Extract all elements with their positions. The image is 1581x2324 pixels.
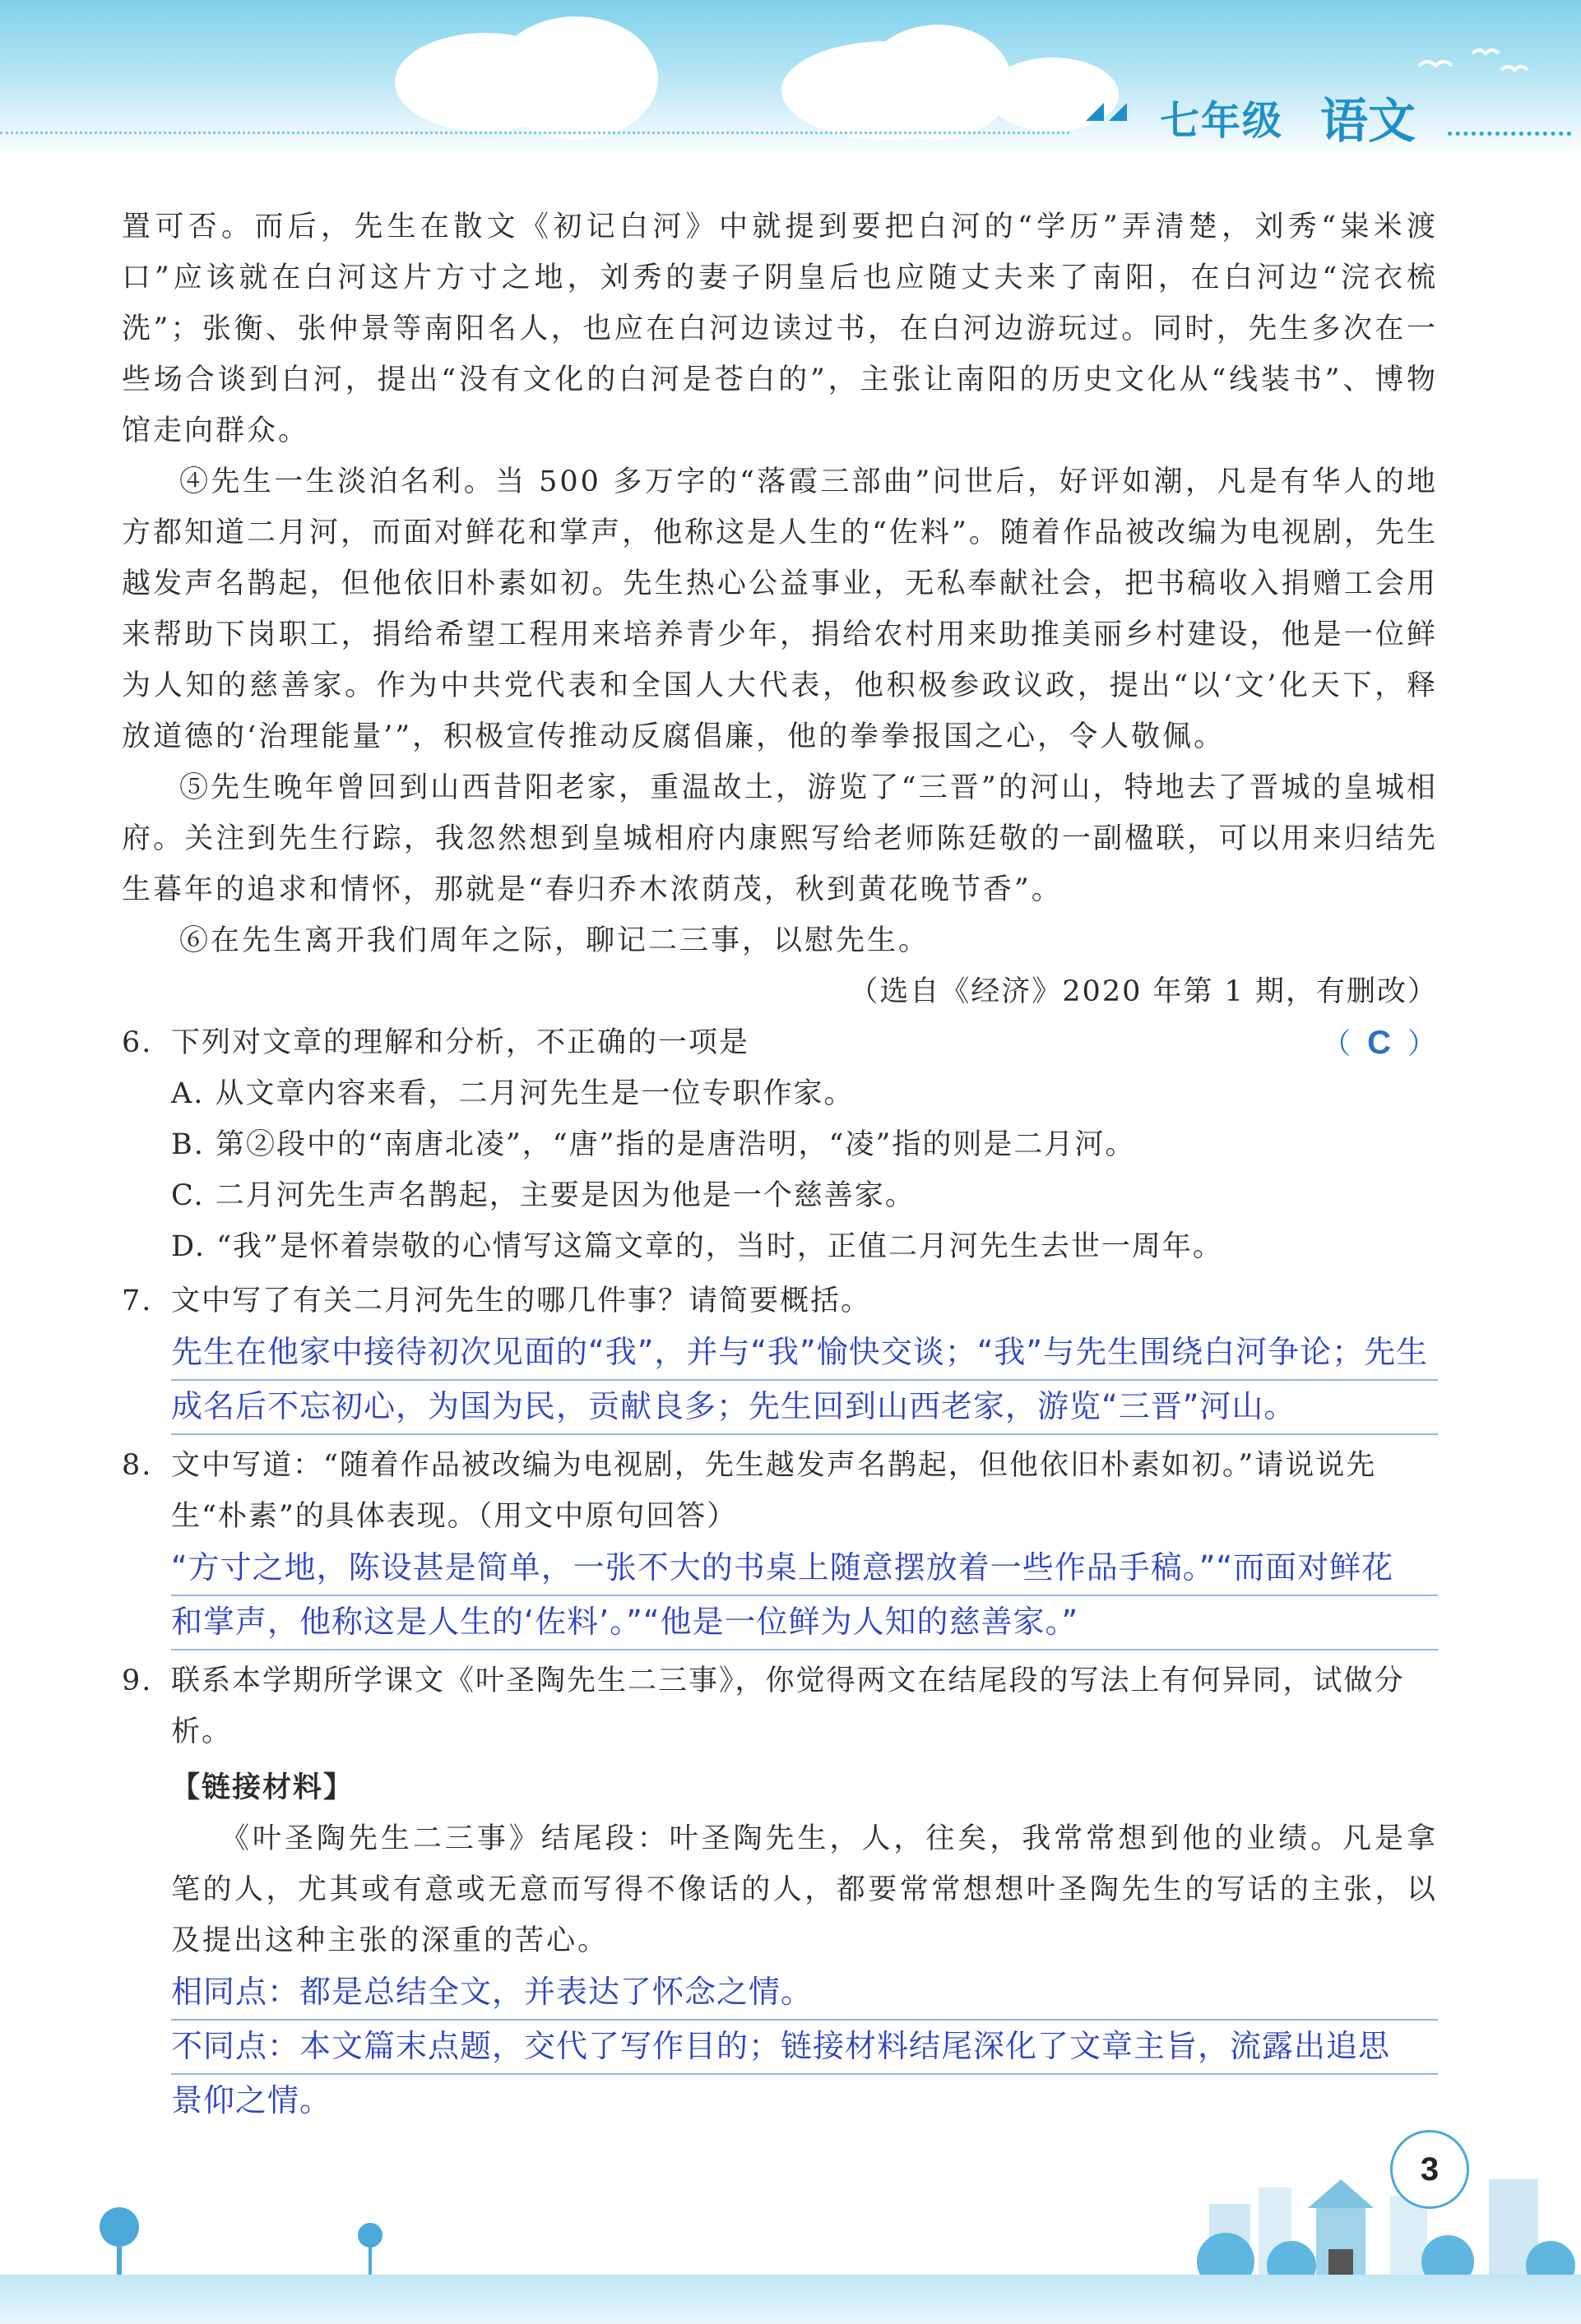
option-a: A. 从文章内容来看，二月河先生是一位专职作家。	[171, 1077, 855, 1110]
birds-icon	[1415, 41, 1530, 82]
cloud-decoration	[494, 16, 658, 140]
handwritten-answer-8	[171, 1542, 1438, 1650]
article-paragraph-4: ④先生一生淡泊名利。当 500 多万字的“落霞三部曲”问世后，好评如潮，凡是有华人的地方都知道二月河，而面对鲜花和掌声，他称这是人生的“佐料”。随着作品被改编为电视剧，先生越发声名鹊起，但他依旧朴素如初。先生热心公益事业，无私奉献社会，把书稿收入捐赠工会用来帮助下岗职工，捐给希望工程用来培养青少年，捐给农村用来助推美丽乡村建设，他是一位鲜为人知的慈善家。作为中共党代表和全国人大代表，他积极参政议政，提出“以‘文’化天下，释放道德的‘治理能量’”，积极宣传推动反腐倡廉，他的拳拳报国之心，令人敬佩。	[122, 465, 1438, 753]
triangle-icon	[1086, 103, 1104, 121]
link-material-text: 《叶圣陶先生二三事》结尾段：叶圣陶先生，人，往矣，我常常想到他的业绩。凡是拿笔的人，尤其或有意或无意而写得不像话的人，都要常常想想叶圣陶先生的写话的主张，以及提出这种主张的深重的苦心。	[171, 1822, 1438, 1957]
header-divider	[0, 132, 1069, 134]
subject-label: 语文	[1320, 93, 1416, 149]
triangle-icon	[1109, 103, 1127, 121]
question-text: 联系本学期所学课文《叶圣陶先生二三事》，你觉得两文在结尾段的写法上有何异同，试做分析。	[171, 1664, 1405, 1748]
answer-line: “方寸之地，陈设甚是简单，一张不大的书桌上随意摆放着一些作品手稿。”“而面对鲜花	[171, 1542, 1438, 1596]
answer-line: 相同点：都是总结全文，并表达了怀念之情。	[171, 1966, 1438, 2021]
option-c: C. 二月河先生声名鹊起，主要是因为他是一个慈善家。	[171, 1179, 916, 1212]
question-number: 7.	[122, 1285, 153, 1317]
question-number: 9.	[122, 1664, 153, 1697]
question-text: 下列对文章的理解和分析，不正确的一项是	[171, 1026, 750, 1059]
ground-decoration	[0, 2275, 1581, 2324]
option-d: D. “我”是怀着崇敬的心情写这篇文章的，当时，正值二月河先生去世一周年。	[171, 1230, 1223, 1263]
header-divider-right	[1448, 132, 1571, 136]
link-material-tag: 【链接材料】	[171, 1771, 355, 1804]
handwritten-answer-7	[171, 1326, 1438, 1435]
answer-line: 和掌声，他称这是人生的‘佐料’。”“他是一位鲜为人知的慈善家。”	[171, 1596, 1438, 1650]
question-8	[122, 1440, 1438, 1542]
answer-line: 不同点：本文篇末点题，交代了写作目的；链接材料结尾深化了文章主旨，流露出追思	[171, 2021, 1438, 2075]
answer-letter: C	[1367, 1025, 1393, 1061]
question-text: 文中写了有关二月河先生的哪几件事？请简要概括。	[171, 1285, 872, 1317]
article-paragraph-continued: 置可否。而后，先生在散文《初记白河》中就提到要把白河的“学历”弄清楚，刘秀“粜米渡口”应该就在白河这片方寸之地，刘秀的妻子阴皇后也应随丈夫来了南阳，在白河边“浣衣梳洗”；张衡、张仲景等南阳名人，也应在白河边读过书，在白河边游玩过。同时，先生多次在一些场合谈到白河，提出“没有文化的白河是苍白的”，主张让南阳的历史文化从“线装书”、博物馆走向群众。	[122, 211, 1438, 447]
answer-line: 先生在他家中接待初次见面的“我”，并与“我”愉快交谈；“我”与先生围绕白河争论；先生	[171, 1326, 1438, 1381]
article-source: （选自《经济》2020 年第 1 期，有删改）	[849, 975, 1438, 1008]
handwritten-answer-9	[171, 1966, 1438, 2126]
answer-line: 景仰之情。	[171, 2082, 332, 2118]
option-b: B. 第②段中的“南唐北凌”，“唐”指的是唐浩明，“凌”指的则是二月河。	[171, 1128, 1136, 1161]
question-number: 6.	[122, 1026, 153, 1059]
question-9	[122, 1655, 1438, 1757]
page-footer	[0, 2171, 1581, 2324]
article-paragraph-6: ⑥在先生离开我们周年之际，聊记二三事，以慰先生。	[179, 924, 930, 957]
answer-line: 成名后不忘初心，为国为民，贡献良多；先生回到山西老家，游览“三晋”河山。	[171, 1381, 1438, 1435]
page-header	[0, 0, 1581, 156]
question-7	[122, 1275, 1438, 1326]
answer-choice: （ C ）	[1322, 1025, 1438, 1061]
question-number: 8.	[122, 1449, 153, 1482]
city-skyline-decoration	[1176, 2171, 1581, 2286]
question-6	[122, 1017, 1438, 1068]
page-content	[122, 201, 1438, 2126]
page-number: 3	[1390, 2130, 1469, 2209]
article-paragraph-5: ⑤先生晚年曾回到山西昔阳老家，重温故土，游览了“三晋”的河山，特地去了晋城的皇城相府。关注到先生行踪，我忽然想到皇城相府内康熙写给老师陈廷敬的一副楹联，可以用来归结先生暮年的追求和情怀，那就是“春归乔木浓荫茂，秋到黄花晚节香”。	[122, 771, 1438, 906]
tree-icon	[95, 2204, 144, 2286]
question-text: 文中写道：“随着作品被改编为电视剧，先生越发声名鹊起，但他依旧朴素如初。”请说说先生“朴素”的具体表现。（用文中原句回答）	[171, 1449, 1377, 1533]
grade-label: 七年级	[1160, 98, 1284, 144]
